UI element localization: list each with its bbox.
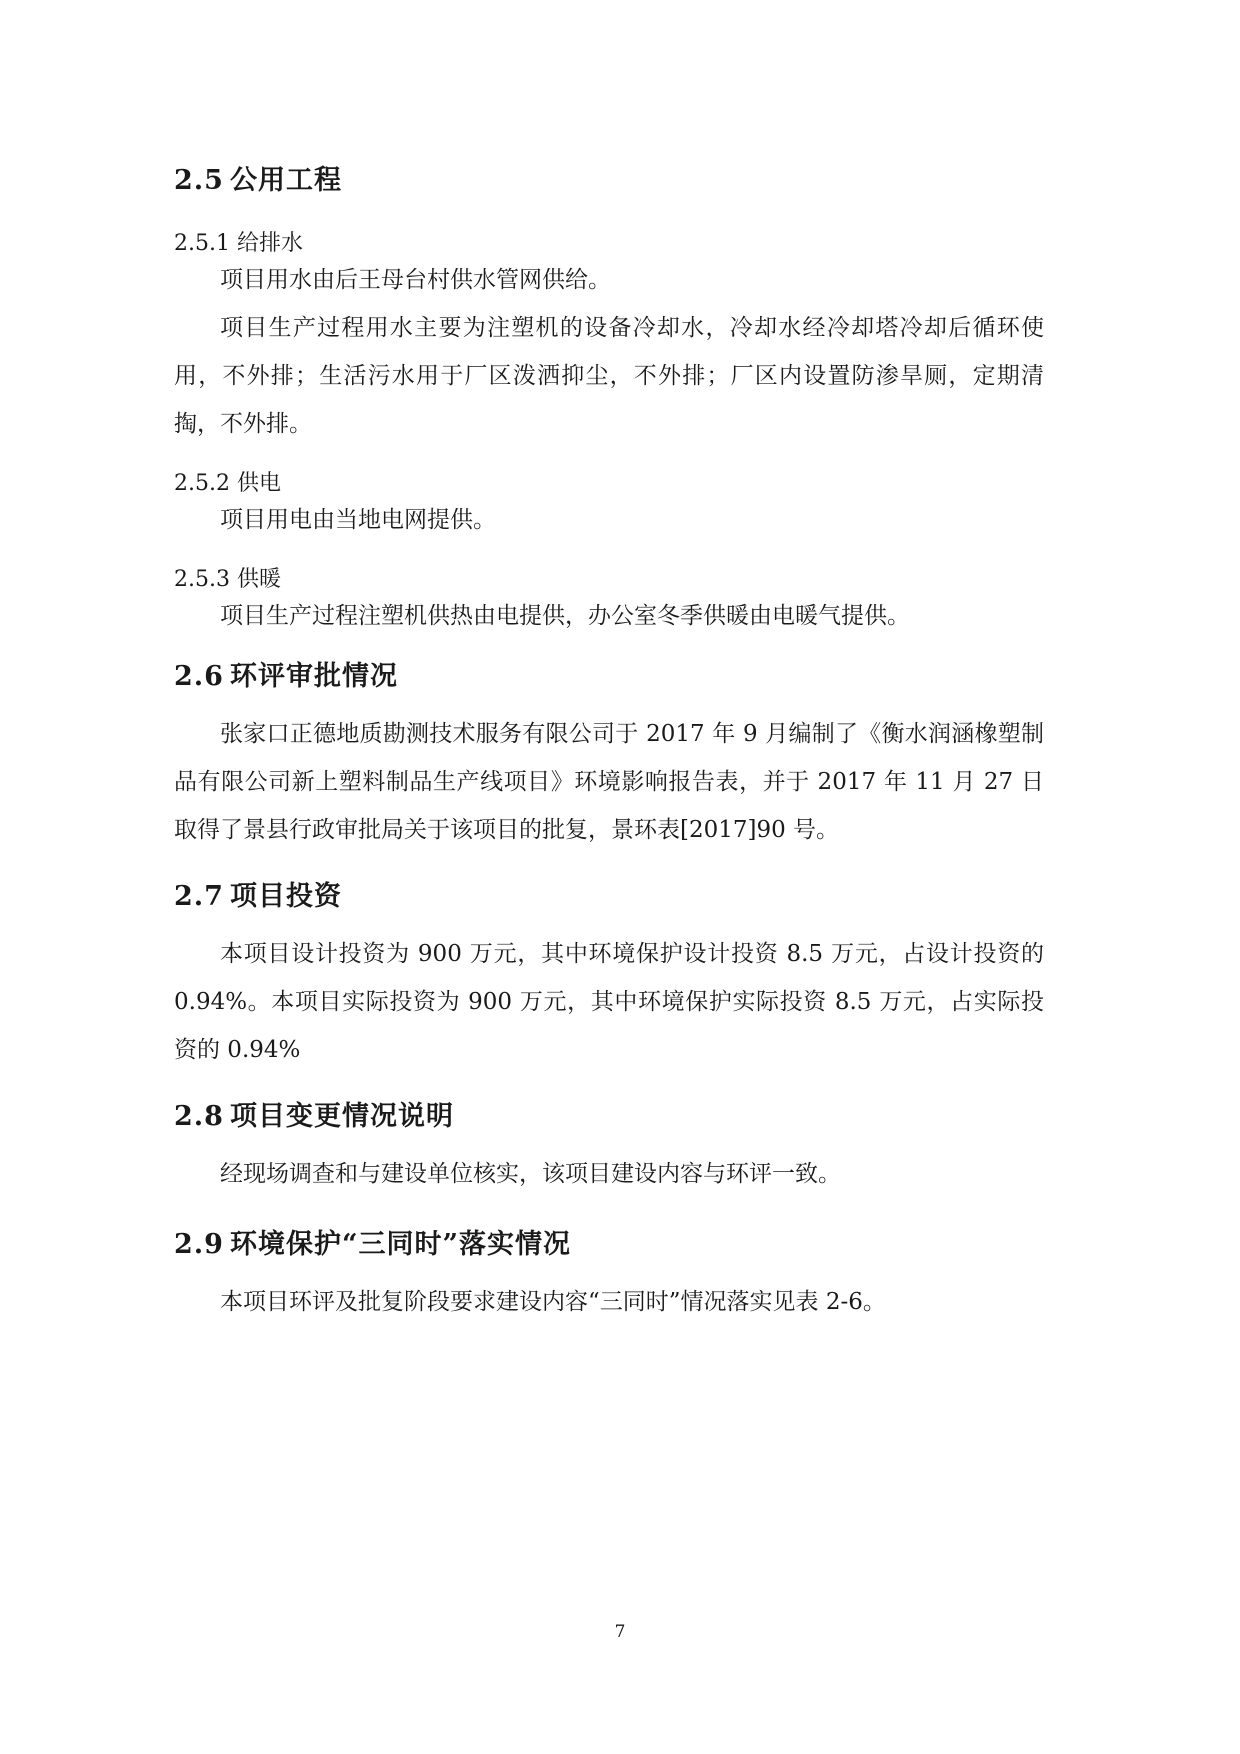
paragraph: 经现场调查和与建设单位核实，该项目建设内容与环评一致。 <box>220 1161 841 1187</box>
paragraph: 项目用水由后王母台村供水管网供给。 <box>220 267 611 293</box>
paragraph: 项目用电由当地电网提供。 <box>220 507 496 533</box>
section-heading-2-5 <box>174 158 342 197</box>
section-heading-2-6 <box>174 654 398 693</box>
section-title: 公用工程 <box>230 165 342 196</box>
section-number: 2.9 <box>174 1229 224 1260</box>
section-title: 环境保护“三同时”落实情况 <box>230 1229 572 1260</box>
section-number: 2.8 <box>174 1101 224 1132</box>
paragraph: 本项目设计投资为 900 万元，其中环境保护设计投资 8.5 万元，占设计投资的 0.94%。本项目实际投资为 900 万元，其中环境保护实际投资 8.5 万元，占实际投资的 0.94% <box>174 941 1044 1063</box>
section-heading-2-9 <box>174 1222 571 1261</box>
page-number: 7 <box>614 1622 626 1642</box>
section-number: 2.7 <box>174 881 224 912</box>
subsection-heading-2-5-2: 2.5.2 供电 <box>174 471 281 496</box>
section-heading-2-7 <box>174 874 342 913</box>
paragraph: 项目生产过程注塑机供热由电提供，办公室冬季供暖由电暖气提供。 <box>220 603 910 629</box>
section-title: 项目变更情况说明 <box>230 1101 454 1132</box>
section-title: 项目投资 <box>230 881 342 912</box>
subsection-heading-2-5-1: 2.5.1 给排水 <box>174 231 303 256</box>
subsection-heading-2-5-3: 2.5.3 供暖 <box>174 567 281 592</box>
section-title: 环评审批情况 <box>230 661 398 692</box>
paragraph: 项目生产过程用水主要为注塑机的设备冷却水，冷却水经冷却塔冷却后循环使用，不外排；生活污水用于厂区泼洒抑尘，不外排；厂区内设置防渗旱厕，定期清掏，不外排。 <box>174 315 1044 437</box>
section-heading-2-8 <box>174 1094 454 1133</box>
paragraph: 张家口正德地质勘测技术服务有限公司于 2017 年 9 月编制了《衡水润涵橡塑制品有限公司新上塑料制品生产线项目》环境影响报告表，并于 2017 年 11 月 27 日取得了景县行政审批局关于该项目的批复，景环表[2017]90 号。 <box>174 721 1044 843</box>
section-number: 2.6 <box>174 661 224 692</box>
section-number: 2.5 <box>174 165 224 196</box>
paragraph: 本项目环评及批复阶段要求建设内容“三同时”情况落实见表 2-6。 <box>220 1289 886 1315</box>
